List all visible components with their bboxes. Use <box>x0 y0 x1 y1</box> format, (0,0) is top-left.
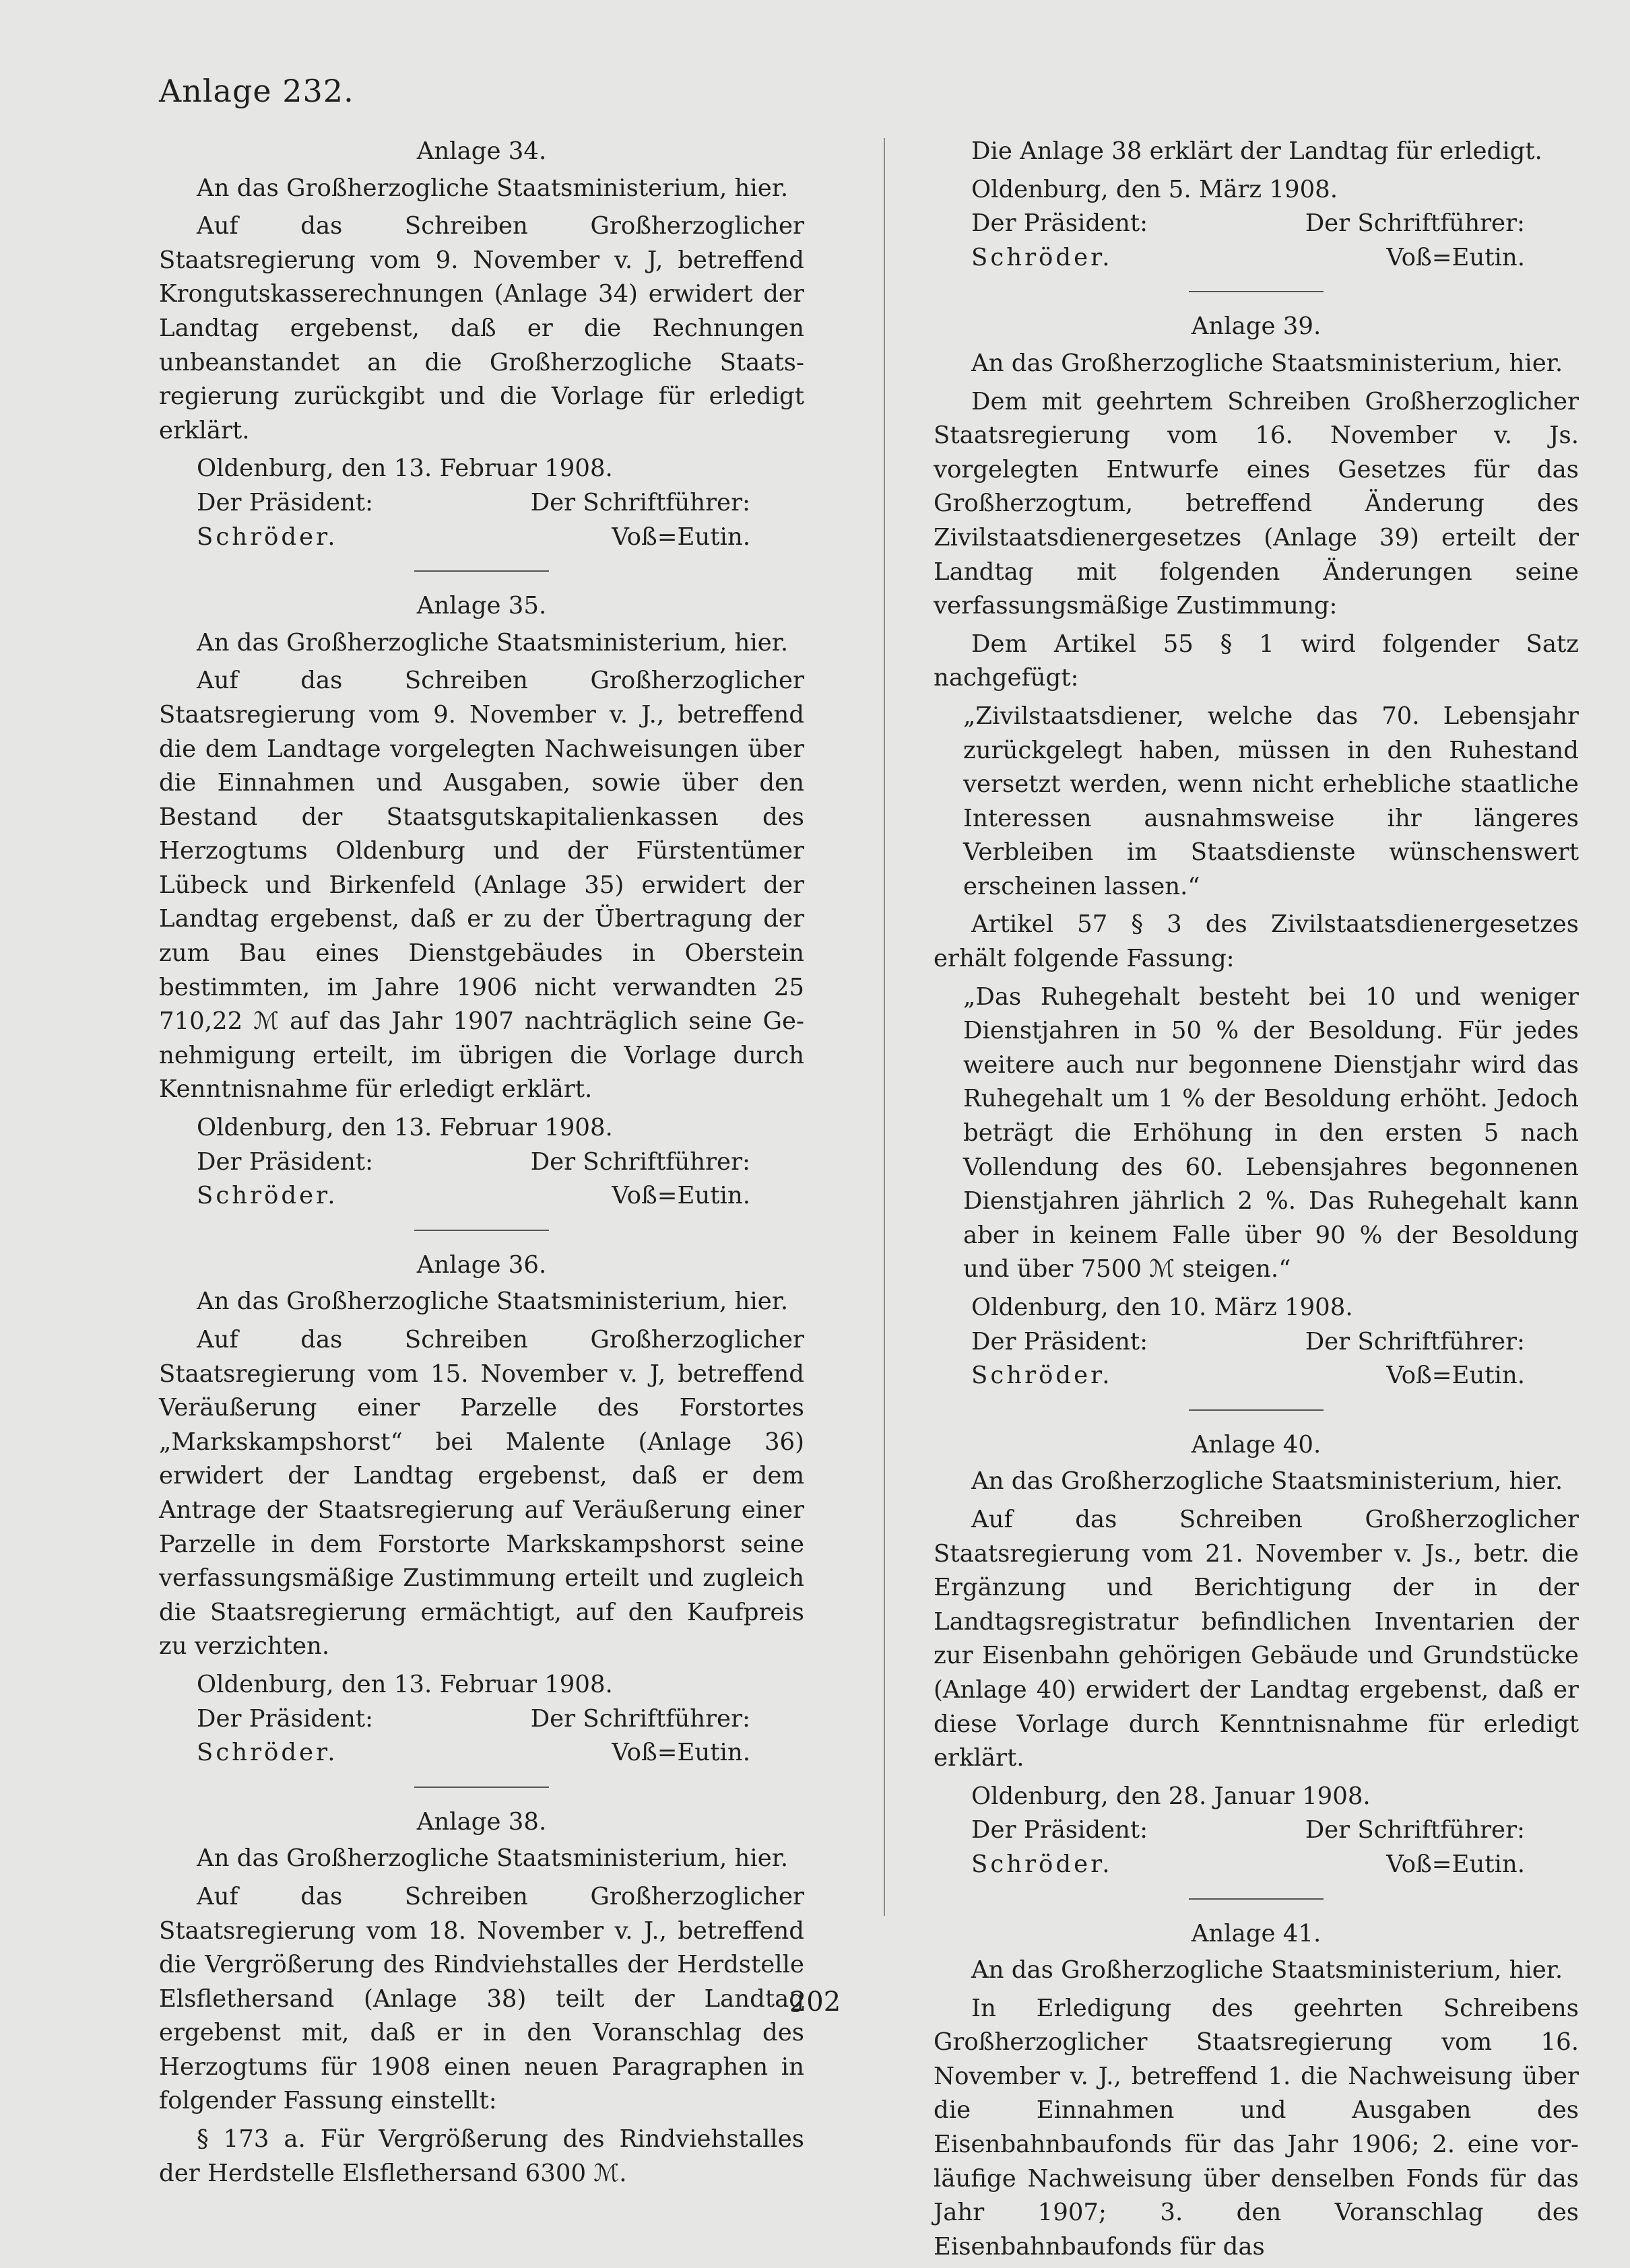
section-title: Anlage 40. <box>1191 1430 1322 1459</box>
page-header: Anlage 232. <box>159 73 354 109</box>
secretary-label: Der Schriftführer: <box>530 488 750 516</box>
section-title: Anlage 38. <box>416 1807 547 1836</box>
anlage-39 <box>934 310 1579 1393</box>
section-divider <box>414 570 549 572</box>
president-name: Schröder. <box>971 1850 1113 1878</box>
amendment-intro: Artikel 57 § 3 des Zivilstaatsdienergesetzes erhält folgende Fassung: <box>934 910 1579 973</box>
addressee: An das Großherzogliche Staatsministerium, hier. <box>197 1288 789 1316</box>
section-title: Anlage 36. <box>416 1250 547 1279</box>
secretary-label: Der Schriftführer: <box>1305 209 1525 238</box>
date-line: Oldenburg, den 28. Januar 1908. <box>971 1782 1371 1810</box>
body-paragraph: Auf das Schreiben Großherzoglicher Staatsregierung vom 9. November v. J, betreffend Krongutskasserechnungen (Anlage 34) erwidert der Landtag ergebenst, daß er die Rechnungen unbeanstandet an die Großherzogliche Staatsregierung zurückgibt und die Vorlage für erledigt erklärt. <box>159 212 804 444</box>
date-line: Oldenburg, den 13. Februar 1908. <box>197 455 613 483</box>
secretary-name: Voß=Eutin. <box>612 1739 750 1767</box>
addressee: An das Großherzogliche Staatsministerium, hier. <box>971 1467 1563 1496</box>
anlage-40 <box>934 1428 1579 1882</box>
budget-paragraph: § 173 a. Für Vergrößerung des Rindviehstalles der Herdstelle Elsflethersand 6300 ℳ. <box>159 2125 804 2187</box>
secretary-name: Voß=Eutin. <box>612 1182 750 1210</box>
date-line: Oldenburg, den 10. März 1908. <box>971 1294 1353 1321</box>
addressee: An das Großherzogliche Staatsministerium, hier. <box>971 349 1563 377</box>
president-label: Der Präsident: <box>971 1816 1148 1844</box>
president-name: Schröder. <box>197 1182 338 1210</box>
anlage-38 <box>159 1805 804 2191</box>
secretary-label: Der Schriftführer: <box>530 1147 750 1176</box>
addressee: An das Großherzogliche Staatsministerium, hier. <box>197 628 789 657</box>
section-title: Anlage 41. <box>1191 1919 1322 1947</box>
signature-names <box>934 1848 1579 1882</box>
quoted-amendment: „Das Ruhegehalt besteht bei 10 und weniger Dienstjahren in 50 % der Besoldung. Für jedes weitere auch nur begonnene Dienstjahr wird das Ruhegehalt um 1 % der Besoldung erhöht. Jedoch beträgt die Erhöhung in den ersten 5 nach Vollendung des 60. Lebensjahres begonnenen Dienstjahren jährlich 2 %. Das Ruhegehalt kann aber in keinem Falle über 90 % der Besoldung und über 7500 ℳ steigen.“ <box>963 982 1579 1283</box>
president-label: Der Präsident: <box>197 1147 374 1176</box>
section-divider <box>1189 1898 1324 1900</box>
body-paragraph: Auf das Schreiben Großherzoglicher Staatsregierung vom 18. November v. J., betreffend die Vergrößerung des Rindviehstalles der Herdstelle Elsflethersand (Anlage 38) teilt der Landtag ergebenst mit, daß er in den Voranschlag des Herzogtums für 1908 einen neuen Paragraphen in folgender Fassung einstellt: <box>159 1882 804 2115</box>
body-paragraph: Auf das Schreiben Großherzoglicher Staatsregierung vom 15. November v. J, betreffend Veräußerung einer Parzelle des Forstortes „Markskampshorst“ bei Malente (Anlage 36) erwidert der Landtag ergebenst, daß er dem Antrage der Staatsregierung auf Veräußerung einer Parzelle in dem Forstorte Markskampshorst seine verfassungsmäßige Zustimmung erteilt und zugleich die Staatsregierung ermächtigt, auf den Kaufpreis zu verzichten. <box>159 1326 804 1661</box>
body-paragraph: Auf das Schreiben Großherzoglicher Staatsregierung vom 21. November v. Js., betr. die Ergänzung und Berichtigung der in der Landtagsregistratur befindlichen Inventarien der zur Eisenbahn gehörigen Gebäude und Grundstücke (Anlage 40) erwidert der Landtag ergebenst, daß er diese Vorlage durch Kenntnisnahme für erledigt erklärt. <box>934 1505 1579 1772</box>
president-label: Der Präsident: <box>197 1704 374 1733</box>
body-paragraph: In Erledigung des geehrten Schreibens Großherzoglicher Staatsregierung vom 16. November v. J., betreffend 1. die Nachweisung über die Einnahmen und Ausgaben des Eisenbahnbaufonds für das Jahr 1906; 2. eine vorläufige Nachweisung über denselben Fonds für das Jahr 1907; 3. den Voranschlag des Eisenbahnbaufonds für das <box>934 1994 1579 2261</box>
section-title: Anlage 39. <box>1191 312 1322 341</box>
president-label: Der Präsident: <box>197 488 374 516</box>
section-divider <box>1189 1409 1324 1411</box>
secretary-name: Voß=Eutin. <box>612 523 750 551</box>
addressee: An das Großherzogliche Staatsministerium, hier. <box>197 1844 789 1873</box>
date-line: Oldenburg, den 5. März 1908. <box>971 175 1338 203</box>
section-divider <box>1189 291 1324 292</box>
signature-labels <box>159 1145 804 1180</box>
president-name: Schröder. <box>971 1362 1113 1390</box>
column-divider <box>884 138 885 1916</box>
anlage-36 <box>159 1248 804 1770</box>
amendment-intro: Dem Artikel 55 § 1 wird folgender Satz nachgefügt: <box>934 630 1579 692</box>
signature-labels <box>934 1813 1579 1848</box>
secretary-label: Der Schriftführer: <box>530 1704 750 1733</box>
signature-names <box>159 1179 804 1213</box>
president-name: Schröder. <box>197 523 338 551</box>
right-column <box>934 135 1579 2268</box>
signature-labels <box>159 486 804 521</box>
secretary-label: Der Schriftführer: <box>1305 1816 1525 1844</box>
secretary-label: Der Schriftführer: <box>1305 1327 1525 1356</box>
president-label: Der Präsident: <box>971 209 1148 238</box>
addressee: An das Großherzogliche Staatsministerium, hier. <box>197 174 789 202</box>
left-column <box>159 135 804 2195</box>
signature-labels <box>934 1325 1579 1360</box>
anlage-38-continued <box>934 135 1579 275</box>
president-label: Der Präsident: <box>971 1327 1148 1356</box>
secretary-name: Voß=Eutin. <box>1386 1362 1525 1390</box>
signature-labels <box>934 207 1579 241</box>
signature-names <box>934 241 1579 275</box>
date-line: Oldenburg, den 13. Februar 1908. <box>197 1670 613 1698</box>
page-number: 202 <box>789 1987 841 2017</box>
signature-names <box>159 521 804 555</box>
date-line: Oldenburg, den 13. Februar 1908. <box>197 1114 613 1142</box>
signature-labels <box>159 1702 804 1737</box>
addressee: An das Großherzogliche Staatsministerium, hier. <box>971 1956 1563 1984</box>
quoted-amendment: „Zivilstaatsdiener, welche das 70. Lebensjahr zurückgelegt haben, müssen in den Ruhestand versetzt werden, wenn nicht erhebliche staatliche Interessen ausnahmsweise ihr längeres Verbleiben im Staatsdienste wünschenswert erscheinen lassen.“ <box>963 702 1579 900</box>
anlage-34 <box>159 135 804 554</box>
signature-names <box>934 1359 1579 1393</box>
anlage-41 <box>934 1917 1579 2265</box>
anlage-35 <box>159 589 804 1213</box>
secretary-name: Voß=Eutin. <box>1386 243 1525 271</box>
section-title: Anlage 34. <box>416 137 547 165</box>
section-title: Anlage 35. <box>416 592 547 620</box>
body-paragraph: Dem mit geehrtem Schreiben Großherzoglicher Staatsregierung vom 16. November v. Js. vorgelegten Entwurfe eines Gesetzes für das Großherzogtum, betreffend Änderung des Zivilstaatsdienergesetzes (Anlage 39) erteilt der Landtag mit folgenden Änderungen seine verfassungsmäßige Zustimmung: <box>934 387 1579 620</box>
president-name: Schröder. <box>197 1739 338 1767</box>
president-name: Schröder. <box>971 243 1113 271</box>
section-divider <box>414 1230 549 1231</box>
secretary-name: Voß=Eutin. <box>1386 1850 1525 1878</box>
body-paragraph: Die Anlage 38 erklärt der Landtag für erledigt. <box>971 137 1542 165</box>
signature-names <box>159 1736 804 1770</box>
body-paragraph: Auf das Schreiben Großherzoglicher Staatsregierung vom 9. November v. J., betreffend die dem Landtage vorgelegten Nachweisungen über die Einnahmen und Ausgaben, sowie über den Bestand der Staatsgutskapitalienkassen des Herzogtums Oldenburg und der Fürstentümer Lübeck und Birkenfeld (Anlage 35) erwidert der Landtag ergebenst, daß er zu der Übertragung der zum Bau eines Dienstgebäudes in Oberstein bestimmten, im Jahre 1906 nicht verwandten 25 710,22 ℳ auf das Jahr 1907 nachträglich seine Genehmigung erteilt, im übrigen die Vorlage durch Kenntnisnahme für erledigt erklärt. <box>159 667 804 1104</box>
section-divider <box>414 1787 549 1788</box>
